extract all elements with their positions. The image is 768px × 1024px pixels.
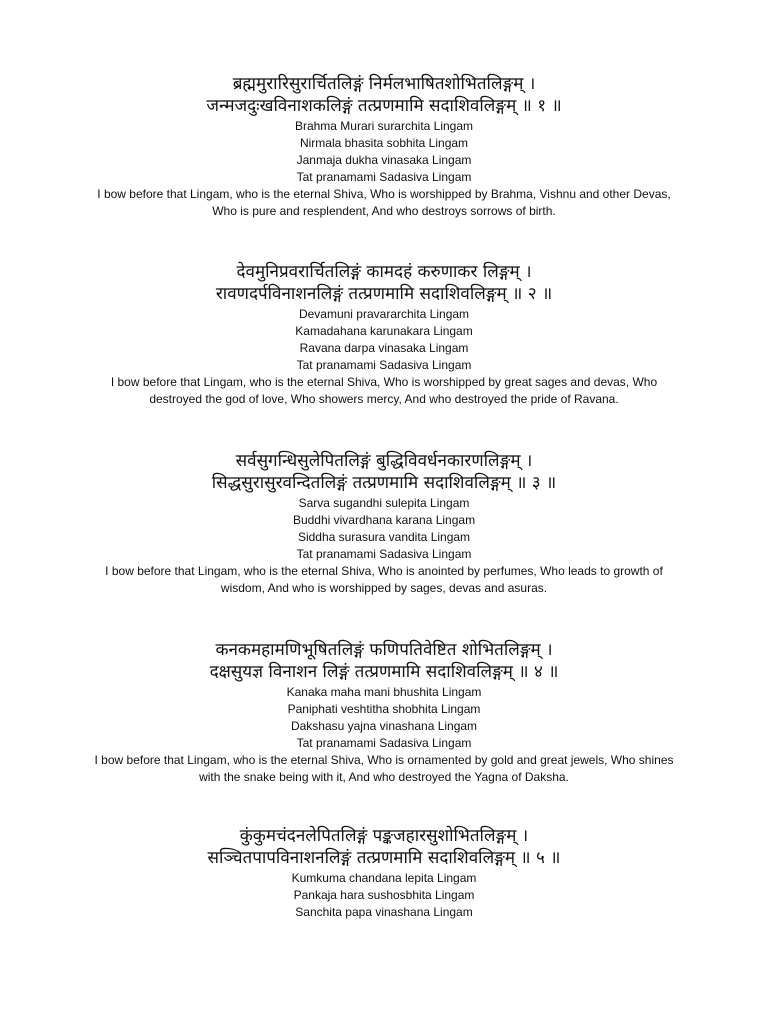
sanskrit-line: सिद्धसुरासुरवन्दितलिङ्गं तत्प्रणमामि सदाशिवलिङ्गम् ॥ ३ ॥: [211, 473, 557, 493]
verse-1-sanskrit: [0, 73, 768, 117]
verse-5-sanskrit: [0, 825, 768, 869]
sanskrit-line: दक्षसुयज्ञ विनाशन लिङ्गं तत्प्रणमामि सदाशिवलिङ्गम् ॥ ४ ॥: [209, 662, 559, 682]
verse-1-transliteration: [0, 118, 768, 186]
transliteration-line: Janmaja dukha vinasaka Lingam: [296, 153, 472, 167]
sanskrit-line: कनकमहामणिभूषितलिङ्गं फणिपतिवेष्टित शोभितलिङ्गम् ।: [215, 640, 553, 660]
transliteration-line: Ravana darpa vinasaka Lingam: [299, 341, 469, 355]
transliteration-line: Paniphati veshtitha shobhita Lingam: [287, 702, 481, 716]
verse-1: [0, 73, 768, 220]
verse-2-transliteration: [0, 306, 768, 374]
transliteration-line: Tat pranamami Sadasiva Lingam: [296, 736, 472, 750]
sanskrit-line: रावणदर्पविनाशनलिङ्गं तत्प्रणमामि सदाशिवलिङ्गम् ॥ २ ॥: [215, 284, 553, 304]
verse-1-meaning: I bow before that Lingam, who is the eternal Shiva, Who is worshipped by Brahma, Vishnu and other Devas, Who is pure and resplendent, And who destroys sorrows of birth.: [97, 187, 671, 218]
verse-2: [0, 261, 768, 408]
sanskrit-line: सञ्चितपापविनाशनलिङ्गं तत्प्रणमामि सदाशिवलिङ्गम् ॥ ५ ॥: [207, 848, 561, 868]
verse-3-sanskrit: [0, 450, 768, 494]
sanskrit-line: देवमुनिप्रवरार्चितलिङ्गं कामदहं करुणाकर लिङ्गम् ।: [236, 262, 532, 282]
transliteration-line: Tat pranamami Sadasiva Lingam: [296, 358, 472, 372]
transliteration-line: Sarva sugandhi sulepita Lingam: [298, 496, 470, 510]
transliteration-line: Dakshasu yajna vinashana Lingam: [290, 719, 478, 733]
transliteration-line: Devamuni pravararchita Lingam: [298, 307, 470, 321]
sanskrit-line: सर्वसुगन्धिसुलेपितलिङ्गं बुद्धिविवर्धनकारणलिङ्गम् ।: [235, 451, 533, 471]
transliteration-line: Brahma Murari surarchita Lingam: [294, 119, 474, 133]
sanskrit-line: कुंकुमचंदनलेपितलिङ्गं पङ्कजहारसुशोभितलिङ्गम् ।: [239, 826, 529, 846]
verse-4-transliteration: [0, 684, 768, 752]
verse-5: [0, 825, 768, 921]
transliteration-line: Tat pranamami Sadasiva Lingam: [296, 170, 472, 184]
transliteration-line: Siddha surasura vandita Lingam: [297, 530, 471, 544]
transliteration-line: Tat pranamami Sadasiva Lingam: [296, 547, 472, 561]
verse-2-meaning: I bow before that Lingam, who is the eternal Shiva, Who is worshipped by great sages and devas, Who destroyed the god of love, Who showers mercy, And who destroyed the pride of Ravana.: [110, 375, 658, 406]
transliteration-line: Nirmala bhasita sobhita Lingam: [299, 136, 469, 150]
verse-3: [0, 450, 768, 597]
verse-4-meaning: I bow before that Lingam, who is the eternal Shiva, Who is ornamented by gold and great jewels, Who shines with the snake being with it, And who destroyed the Yagna of Daksha.: [94, 753, 674, 784]
verse-3-meaning: I bow before that Lingam, who is the eternal Shiva, Who is anointed by perfumes, Who leads to growth of wisdom, And who is worshipped by sages, devas and asuras.: [105, 564, 663, 595]
transliteration-line: Kumkuma chandana lepita Lingam: [291, 871, 477, 885]
verse-5-transliteration: [0, 870, 768, 921]
sanskrit-line: जन्मजदुःखविनाशकलिङ्गं तत्प्रणमामि सदाशिवलिङ्गम् ॥ १ ॥: [206, 96, 562, 116]
verse-4-sanskrit: [0, 639, 768, 683]
sanskrit-line: ब्रह्ममुरारिसुरार्चितलिङ्गं निर्मलभाषितशोभितलिङ्गम् ।: [232, 74, 536, 94]
transliteration-line: Buddhi vivardhana karana Lingam: [292, 513, 476, 527]
verse-3-transliteration: [0, 495, 768, 563]
transliteration-line: Pankaja hara sushosbhita Lingam: [293, 888, 475, 902]
transliteration-line: Kanaka maha mani bhushita Lingam: [286, 685, 482, 699]
transliteration-line: Kamadahana karunakara Lingam: [295, 324, 473, 338]
verse-2-sanskrit: [0, 261, 768, 305]
verse-4: [0, 639, 768, 786]
transliteration-line: Sanchita papa vinashana Lingam: [295, 905, 473, 919]
